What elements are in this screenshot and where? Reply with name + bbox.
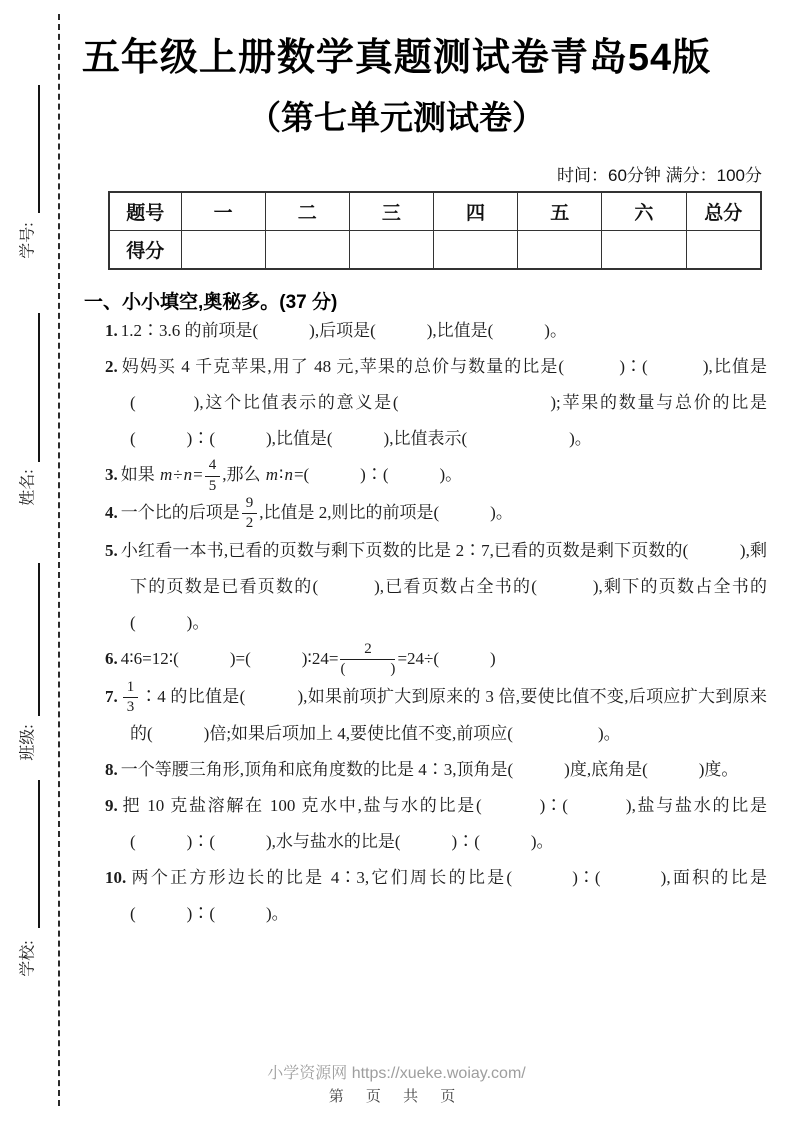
score-cell [686,231,761,270]
score-table-col-4: 四 [433,192,517,231]
score-cell [602,231,686,270]
question-number: 7. [105,686,118,706]
name-write-line [38,313,40,462]
question: 3. 如果 m÷n= $\frac{4}{5}$ ,那么 m∶n=( )∶( )。 [105,457,463,494]
class-label-text: 班级: [19,723,37,761]
question-number: 10. [105,868,127,888]
question: 2. 妈妈买 4 千克苹果,用了 48 元,苹果的总价与数量的比是( )∶( ),比值是( ),这个比值表示的意义是( );苹果的数量与总价的比是( )∶( ),比值是( ),比值表示( )。 [105,357,767,448]
fraction: $\frac{9}{2}$ [242,495,258,533]
question: 4. 一个比的后项是 $\frac{9}{2}$ ,比值是 2,则比的前项是( )。 [105,495,513,532]
name-label [2,463,50,511]
question-number: 2. [105,357,118,376]
score-cell [433,231,517,270]
dashed-cut-line [58,14,60,1106]
question: 8. 一个等腰三角形,顶角和底角度数的比是 4∶3,顶角是( )度,底角是( )度。 [105,760,739,780]
question: 7. $\frac{1}{3}$ ∶4 的比值是( ),如果前项扩大到原来的 3 倍,要使比值不变,后项应扩大到原来的( )倍;如果后项加上 4,要使比值不变,前项应( )。 [105,678,767,744]
student-id-label-text: 学号: [19,221,37,259]
page-subtitle: （第七单元测试卷） [248,99,545,136]
time-score-info: 时间：60分钟 满分：100分 [557,166,762,185]
question-number: 8. [105,760,118,780]
school-write-line [38,780,40,928]
question-number: 6. [105,648,118,668]
question-number: 9. [105,796,118,816]
question: 1. 1.2∶3.6 的前项是( ),后项是( ),比值是( )。 [105,321,567,340]
section-heading: 一、小小填空,奥秘多。(37 分) [84,292,338,313]
question-number: 3. [105,465,118,484]
score-table [108,191,762,270]
score-row-label: 得分 [109,231,181,270]
score-table-header-row [109,192,761,231]
score-table-score-row [109,231,761,270]
class-label [2,718,50,766]
question-number: 4. [105,502,118,522]
score-table-col-total: 总分 [686,192,761,231]
score-cell [181,231,265,270]
class-write-line [38,563,40,716]
footer-site-link: 小学资源网 https://xueke.woiay.com/ [267,1065,526,1082]
score-table-col-6: 六 [602,192,686,231]
fraction: $\frac{4}{5}$ [205,457,221,495]
score-table-col-2: 二 [265,192,349,231]
fraction: $\frac{1}{3}$ [123,679,139,717]
question: 6. 4∶6=12∶( )=( )∶24= $\frac{2}{( )}$ =24÷( ) [105,641,496,678]
score-cell [349,231,433,270]
score-table-col-3: 三 [349,192,433,231]
question-number: 1. [105,321,118,340]
score-cell [265,231,349,270]
footer-page-info: 第 页 共 页 [328,1088,465,1105]
question: 9. 把 10 克盐溶解在 100 克水中,盐与水的比是( )∶( ),盐与盐水的比是( )∶( ),水与盐水的比是( )∶( )。 [105,796,767,852]
score-table-col-1: 一 [181,192,265,231]
fraction: $\frac{2}{( )}$ [340,641,396,678]
score-table-col-5: 五 [518,192,602,231]
question: 10. 两个正方形边长的比是 4∶3,它们周长的比是( )∶( ),面积的比是( )∶( )。 [105,868,767,924]
question-number: 5. [105,540,118,560]
student-id-label [2,216,50,264]
page-title: 五年级上册数学真题测试卷青岛54版 [81,37,712,79]
school-label [2,934,50,982]
name-label-text: 姓名: [19,468,37,506]
school-label-text: 学校: [19,939,37,977]
questions [105,313,767,932]
score-cell [518,231,602,270]
score-table-corner: 题号 [109,192,181,231]
question: 5. 小红看一本书,已看的页数与剩下页数的比是 2∶7,已看的页数是剩下页数的( ),剩下的页数是已看页数的( ),已看页数占全书的( ),剩下的页数占全书的( )。 [105,540,767,632]
